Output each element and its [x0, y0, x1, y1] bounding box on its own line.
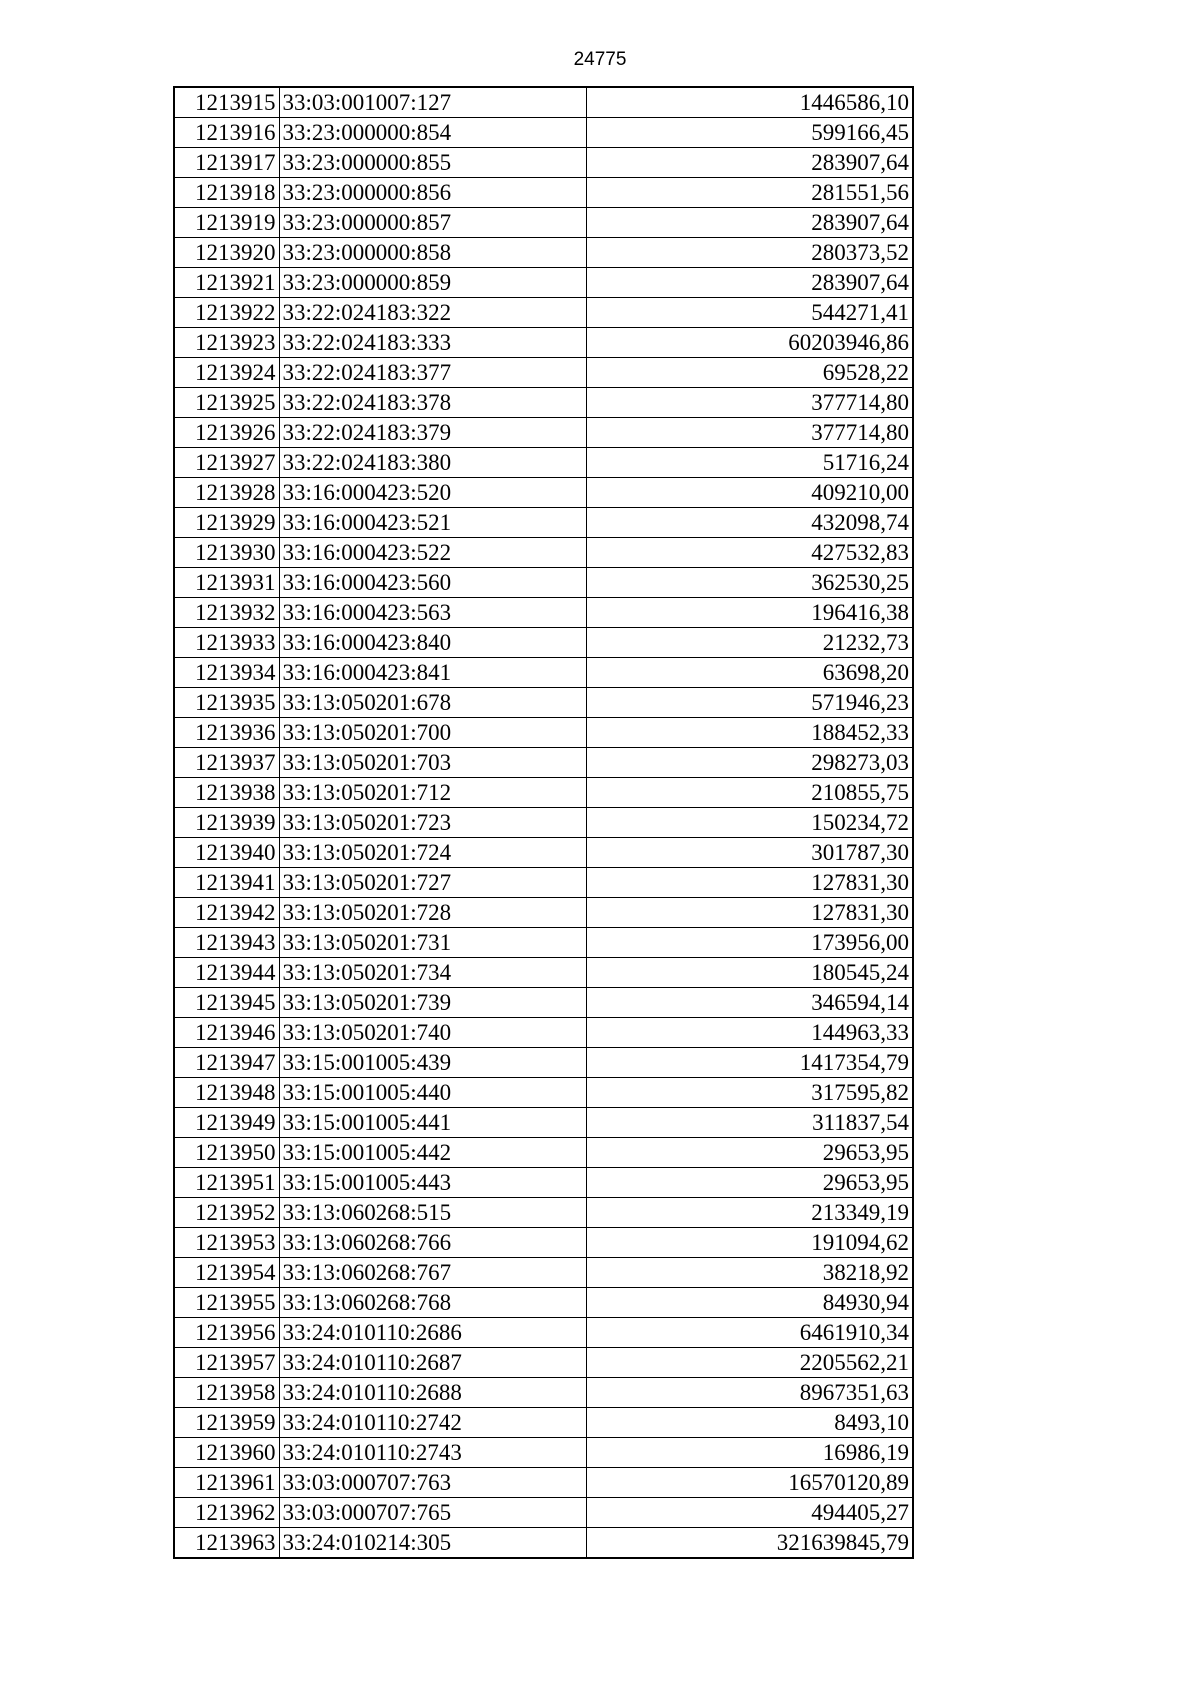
row-id-cell: 1213922	[174, 298, 279, 328]
table-row	[174, 298, 913, 328]
value-cell: 8967351,63	[586, 1378, 913, 1408]
value-cell: 210855,75	[586, 778, 913, 808]
value-cell: 63698,20	[586, 658, 913, 688]
table-row	[174, 478, 913, 508]
row-id-cell: 1213932	[174, 598, 279, 628]
value-cell: 1417354,79	[586, 1048, 913, 1078]
table-row	[174, 1408, 913, 1438]
row-id-cell: 1213946	[174, 1018, 279, 1048]
row-id-cell: 1213921	[174, 268, 279, 298]
row-id-cell: 1213962	[174, 1498, 279, 1528]
cadastral-number-cell: 33:03:000707:763	[279, 1468, 586, 1498]
cadastral-number-cell: 33:13:050201:739	[279, 988, 586, 1018]
table-row	[174, 1318, 913, 1348]
table-row	[174, 418, 913, 448]
row-id-cell: 1213954	[174, 1258, 279, 1288]
row-id-cell: 1213918	[174, 178, 279, 208]
row-id-cell: 1213919	[174, 208, 279, 238]
value-cell: 38218,92	[586, 1258, 913, 1288]
cadastral-number-cell: 33:22:024183:322	[279, 298, 586, 328]
cadastral-number-cell: 33:13:050201:724	[279, 838, 586, 868]
table-row	[174, 988, 913, 1018]
row-id-cell: 1213929	[174, 508, 279, 538]
value-cell: 298273,03	[586, 748, 913, 778]
table-row	[174, 1138, 913, 1168]
value-cell: 2205562,21	[586, 1348, 913, 1378]
row-id-cell: 1213926	[174, 418, 279, 448]
row-id-cell: 1213958	[174, 1378, 279, 1408]
cadastral-number-cell: 33:16:000423:840	[279, 628, 586, 658]
row-id-cell: 1213916	[174, 118, 279, 148]
cadastral-number-cell: 33:22:024183:333	[279, 328, 586, 358]
value-cell: 301787,30	[586, 838, 913, 868]
table-row	[174, 238, 913, 268]
table-row	[174, 658, 913, 688]
cadastral-number-cell: 33:16:000423:520	[279, 478, 586, 508]
cadastral-number-cell: 33:24:010110:2687	[279, 1348, 586, 1378]
value-cell: 16570120,89	[586, 1468, 913, 1498]
table-row	[174, 898, 913, 928]
cadastral-number-cell: 33:16:000423:522	[279, 538, 586, 568]
row-id-cell: 1213941	[174, 868, 279, 898]
table-row	[174, 838, 913, 868]
table-row	[174, 508, 913, 538]
row-id-cell: 1213960	[174, 1438, 279, 1468]
value-cell: 213349,19	[586, 1198, 913, 1228]
row-id-cell: 1213934	[174, 658, 279, 688]
row-id-cell: 1213928	[174, 478, 279, 508]
row-id-cell: 1213952	[174, 1198, 279, 1228]
value-cell: 311837,54	[586, 1108, 913, 1138]
cadastral-number-cell: 33:16:000423:560	[279, 568, 586, 598]
cadastral-number-cell: 33:13:050201:734	[279, 958, 586, 988]
value-cell: 188452,33	[586, 718, 913, 748]
value-cell: 432098,74	[586, 508, 913, 538]
cadastral-number-cell: 33:22:024183:377	[279, 358, 586, 388]
cadastral-number-cell: 33:13:050201:712	[279, 778, 586, 808]
row-id-cell: 1213957	[174, 1348, 279, 1378]
row-id-cell: 1213925	[174, 388, 279, 418]
table-row	[174, 448, 913, 478]
cadastral-number-cell: 33:13:060268:768	[279, 1288, 586, 1318]
table-row	[174, 958, 913, 988]
cadastral-number-cell: 33:24:010110:2743	[279, 1438, 586, 1468]
row-id-cell: 1213939	[174, 808, 279, 838]
value-cell: 362530,25	[586, 568, 913, 598]
cadastral-number-cell: 33:23:000000:855	[279, 148, 586, 178]
value-cell: 16986,19	[586, 1438, 913, 1468]
cadastral-number-cell: 33:03:001007:127	[279, 87, 586, 118]
value-cell: 321639845,79	[586, 1528, 913, 1559]
value-cell: 280373,52	[586, 238, 913, 268]
row-id-cell: 1213961	[174, 1468, 279, 1498]
table-row	[174, 688, 913, 718]
row-id-cell: 1213955	[174, 1288, 279, 1318]
value-cell: 69528,22	[586, 358, 913, 388]
row-id-cell: 1213938	[174, 778, 279, 808]
table-row	[174, 1198, 913, 1228]
value-cell: 346594,14	[586, 988, 913, 1018]
cadastral-number-cell: 33:15:001005:441	[279, 1108, 586, 1138]
row-id-cell: 1213945	[174, 988, 279, 1018]
page-number: 24775	[573, 49, 627, 70]
table-row	[174, 148, 913, 178]
value-cell: 317595,82	[586, 1078, 913, 1108]
row-id-cell: 1213923	[174, 328, 279, 358]
table-body	[174, 87, 913, 1558]
cadastral-number-cell: 33:23:000000:854	[279, 118, 586, 148]
row-id-cell: 1213924	[174, 358, 279, 388]
cadastral-number-cell: 33:13:050201:678	[279, 688, 586, 718]
value-cell: 427532,83	[586, 538, 913, 568]
row-id-cell: 1213944	[174, 958, 279, 988]
value-cell: 283907,64	[586, 208, 913, 238]
cadastral-number-cell: 33:16:000423:521	[279, 508, 586, 538]
cadastral-number-cell: 33:23:000000:857	[279, 208, 586, 238]
table-row	[174, 208, 913, 238]
cadastral-number-cell: 33:13:050201:731	[279, 928, 586, 958]
cadastral-number-cell: 33:03:000707:765	[279, 1498, 586, 1528]
row-id-cell: 1213963	[174, 1528, 279, 1559]
value-cell: 180545,24	[586, 958, 913, 988]
cadastral-number-cell: 33:23:000000:858	[279, 238, 586, 268]
row-id-cell: 1213947	[174, 1048, 279, 1078]
row-id-cell: 1213937	[174, 748, 279, 778]
table-row	[174, 868, 913, 898]
row-id-cell: 1213930	[174, 538, 279, 568]
table-row	[174, 778, 913, 808]
value-cell: 8493,10	[586, 1408, 913, 1438]
table-row	[174, 628, 913, 658]
cadastral-number-cell: 33:23:000000:856	[279, 178, 586, 208]
table-row	[174, 1228, 913, 1258]
table-row	[174, 538, 913, 568]
value-cell: 377714,80	[586, 418, 913, 448]
cadastral-number-cell: 33:13:050201:740	[279, 1018, 586, 1048]
value-cell: 281551,56	[586, 178, 913, 208]
row-id-cell: 1213917	[174, 148, 279, 178]
row-id-cell: 1213931	[174, 568, 279, 598]
value-cell: 544271,41	[586, 298, 913, 328]
table-row	[174, 118, 913, 148]
row-id-cell: 1213951	[174, 1168, 279, 1198]
cadastral-number-cell: 33:16:000423:841	[279, 658, 586, 688]
table-row	[174, 1108, 913, 1138]
table-row	[174, 268, 913, 298]
table-row	[174, 598, 913, 628]
cadastral-number-cell: 33:23:000000:859	[279, 268, 586, 298]
value-cell: 150234,72	[586, 808, 913, 838]
row-id-cell: 1213933	[174, 628, 279, 658]
table-row	[174, 1078, 913, 1108]
cadastral-number-cell: 33:15:001005:443	[279, 1168, 586, 1198]
value-cell: 173956,00	[586, 928, 913, 958]
cadastral-number-cell: 33:13:060268:766	[279, 1228, 586, 1258]
row-id-cell: 1213956	[174, 1318, 279, 1348]
cadastral-number-cell: 33:15:001005:440	[279, 1078, 586, 1108]
row-id-cell: 1213920	[174, 238, 279, 268]
table-row	[174, 1378, 913, 1408]
table-row	[174, 388, 913, 418]
value-cell: 494405,27	[586, 1498, 913, 1528]
cadastral-number-cell: 33:13:050201:703	[279, 748, 586, 778]
cadastral-number-cell: 33:13:050201:700	[279, 718, 586, 748]
table-row	[174, 178, 913, 208]
value-cell: 1446586,10	[586, 87, 913, 118]
value-cell: 409210,00	[586, 478, 913, 508]
cadastral-number-cell: 33:22:024183:378	[279, 388, 586, 418]
table-row	[174, 1438, 913, 1468]
value-cell: 196416,38	[586, 598, 913, 628]
cadastral-number-cell: 33:13:060268:767	[279, 1258, 586, 1288]
row-id-cell: 1213936	[174, 718, 279, 748]
value-cell: 191094,62	[586, 1228, 913, 1258]
table-row	[174, 1468, 913, 1498]
cadastral-number-cell: 33:16:000423:563	[279, 598, 586, 628]
table-row	[174, 328, 913, 358]
row-id-cell: 1213948	[174, 1078, 279, 1108]
table-row	[174, 1498, 913, 1528]
row-id-cell: 1213927	[174, 448, 279, 478]
value-cell: 283907,64	[586, 268, 913, 298]
table-row	[174, 87, 913, 118]
cadastral-number-cell: 33:24:010110:2686	[279, 1318, 586, 1348]
value-cell: 51716,24	[586, 448, 913, 478]
cadastral-number-cell: 33:13:050201:728	[279, 898, 586, 928]
table-row	[174, 1018, 913, 1048]
cadastral-number-cell: 33:13:050201:723	[279, 808, 586, 838]
value-cell: 127831,30	[586, 898, 913, 928]
value-cell: 29653,95	[586, 1168, 913, 1198]
value-cell: 377714,80	[586, 388, 913, 418]
value-cell: 21232,73	[586, 628, 913, 658]
table-row	[174, 808, 913, 838]
row-id-cell: 1213959	[174, 1408, 279, 1438]
data-table	[173, 86, 914, 1559]
table-row	[174, 748, 913, 778]
value-cell: 571946,23	[586, 688, 913, 718]
table-row	[174, 718, 913, 748]
cadastral-number-cell: 33:22:024183:380	[279, 448, 586, 478]
value-cell: 144963,33	[586, 1018, 913, 1048]
table-row	[174, 1528, 913, 1559]
value-cell: 283907,64	[586, 148, 913, 178]
value-cell: 84930,94	[586, 1288, 913, 1318]
table-row	[174, 928, 913, 958]
row-id-cell: 1213950	[174, 1138, 279, 1168]
row-id-cell: 1213942	[174, 898, 279, 928]
cadastral-number-cell: 33:15:001005:442	[279, 1138, 586, 1168]
value-cell: 127831,30	[586, 868, 913, 898]
row-id-cell: 1213943	[174, 928, 279, 958]
row-id-cell: 1213953	[174, 1228, 279, 1258]
table-row	[174, 568, 913, 598]
value-cell: 29653,95	[586, 1138, 913, 1168]
row-id-cell: 1213940	[174, 838, 279, 868]
cadastral-number-cell: 33:24:010110:2742	[279, 1408, 586, 1438]
cadastral-number-cell: 33:13:050201:727	[279, 868, 586, 898]
table-row	[174, 358, 913, 388]
cadastral-number-cell: 33:24:010214:305	[279, 1528, 586, 1559]
cadastral-number-cell: 33:15:001005:439	[279, 1048, 586, 1078]
cadastral-number-cell: 33:13:060268:515	[279, 1198, 586, 1228]
value-cell: 60203946,86	[586, 328, 913, 358]
row-id-cell: 1213915	[174, 87, 279, 118]
table-row	[174, 1258, 913, 1288]
table-row	[174, 1288, 913, 1318]
row-id-cell: 1213935	[174, 688, 279, 718]
row-id-cell: 1213949	[174, 1108, 279, 1138]
value-cell: 6461910,34	[586, 1318, 913, 1348]
cadastral-number-cell: 33:24:010110:2688	[279, 1378, 586, 1408]
table-row	[174, 1348, 913, 1378]
table-row	[174, 1048, 913, 1078]
cadastral-number-cell: 33:22:024183:379	[279, 418, 586, 448]
table-row	[174, 1168, 913, 1198]
value-cell: 599166,45	[586, 118, 913, 148]
